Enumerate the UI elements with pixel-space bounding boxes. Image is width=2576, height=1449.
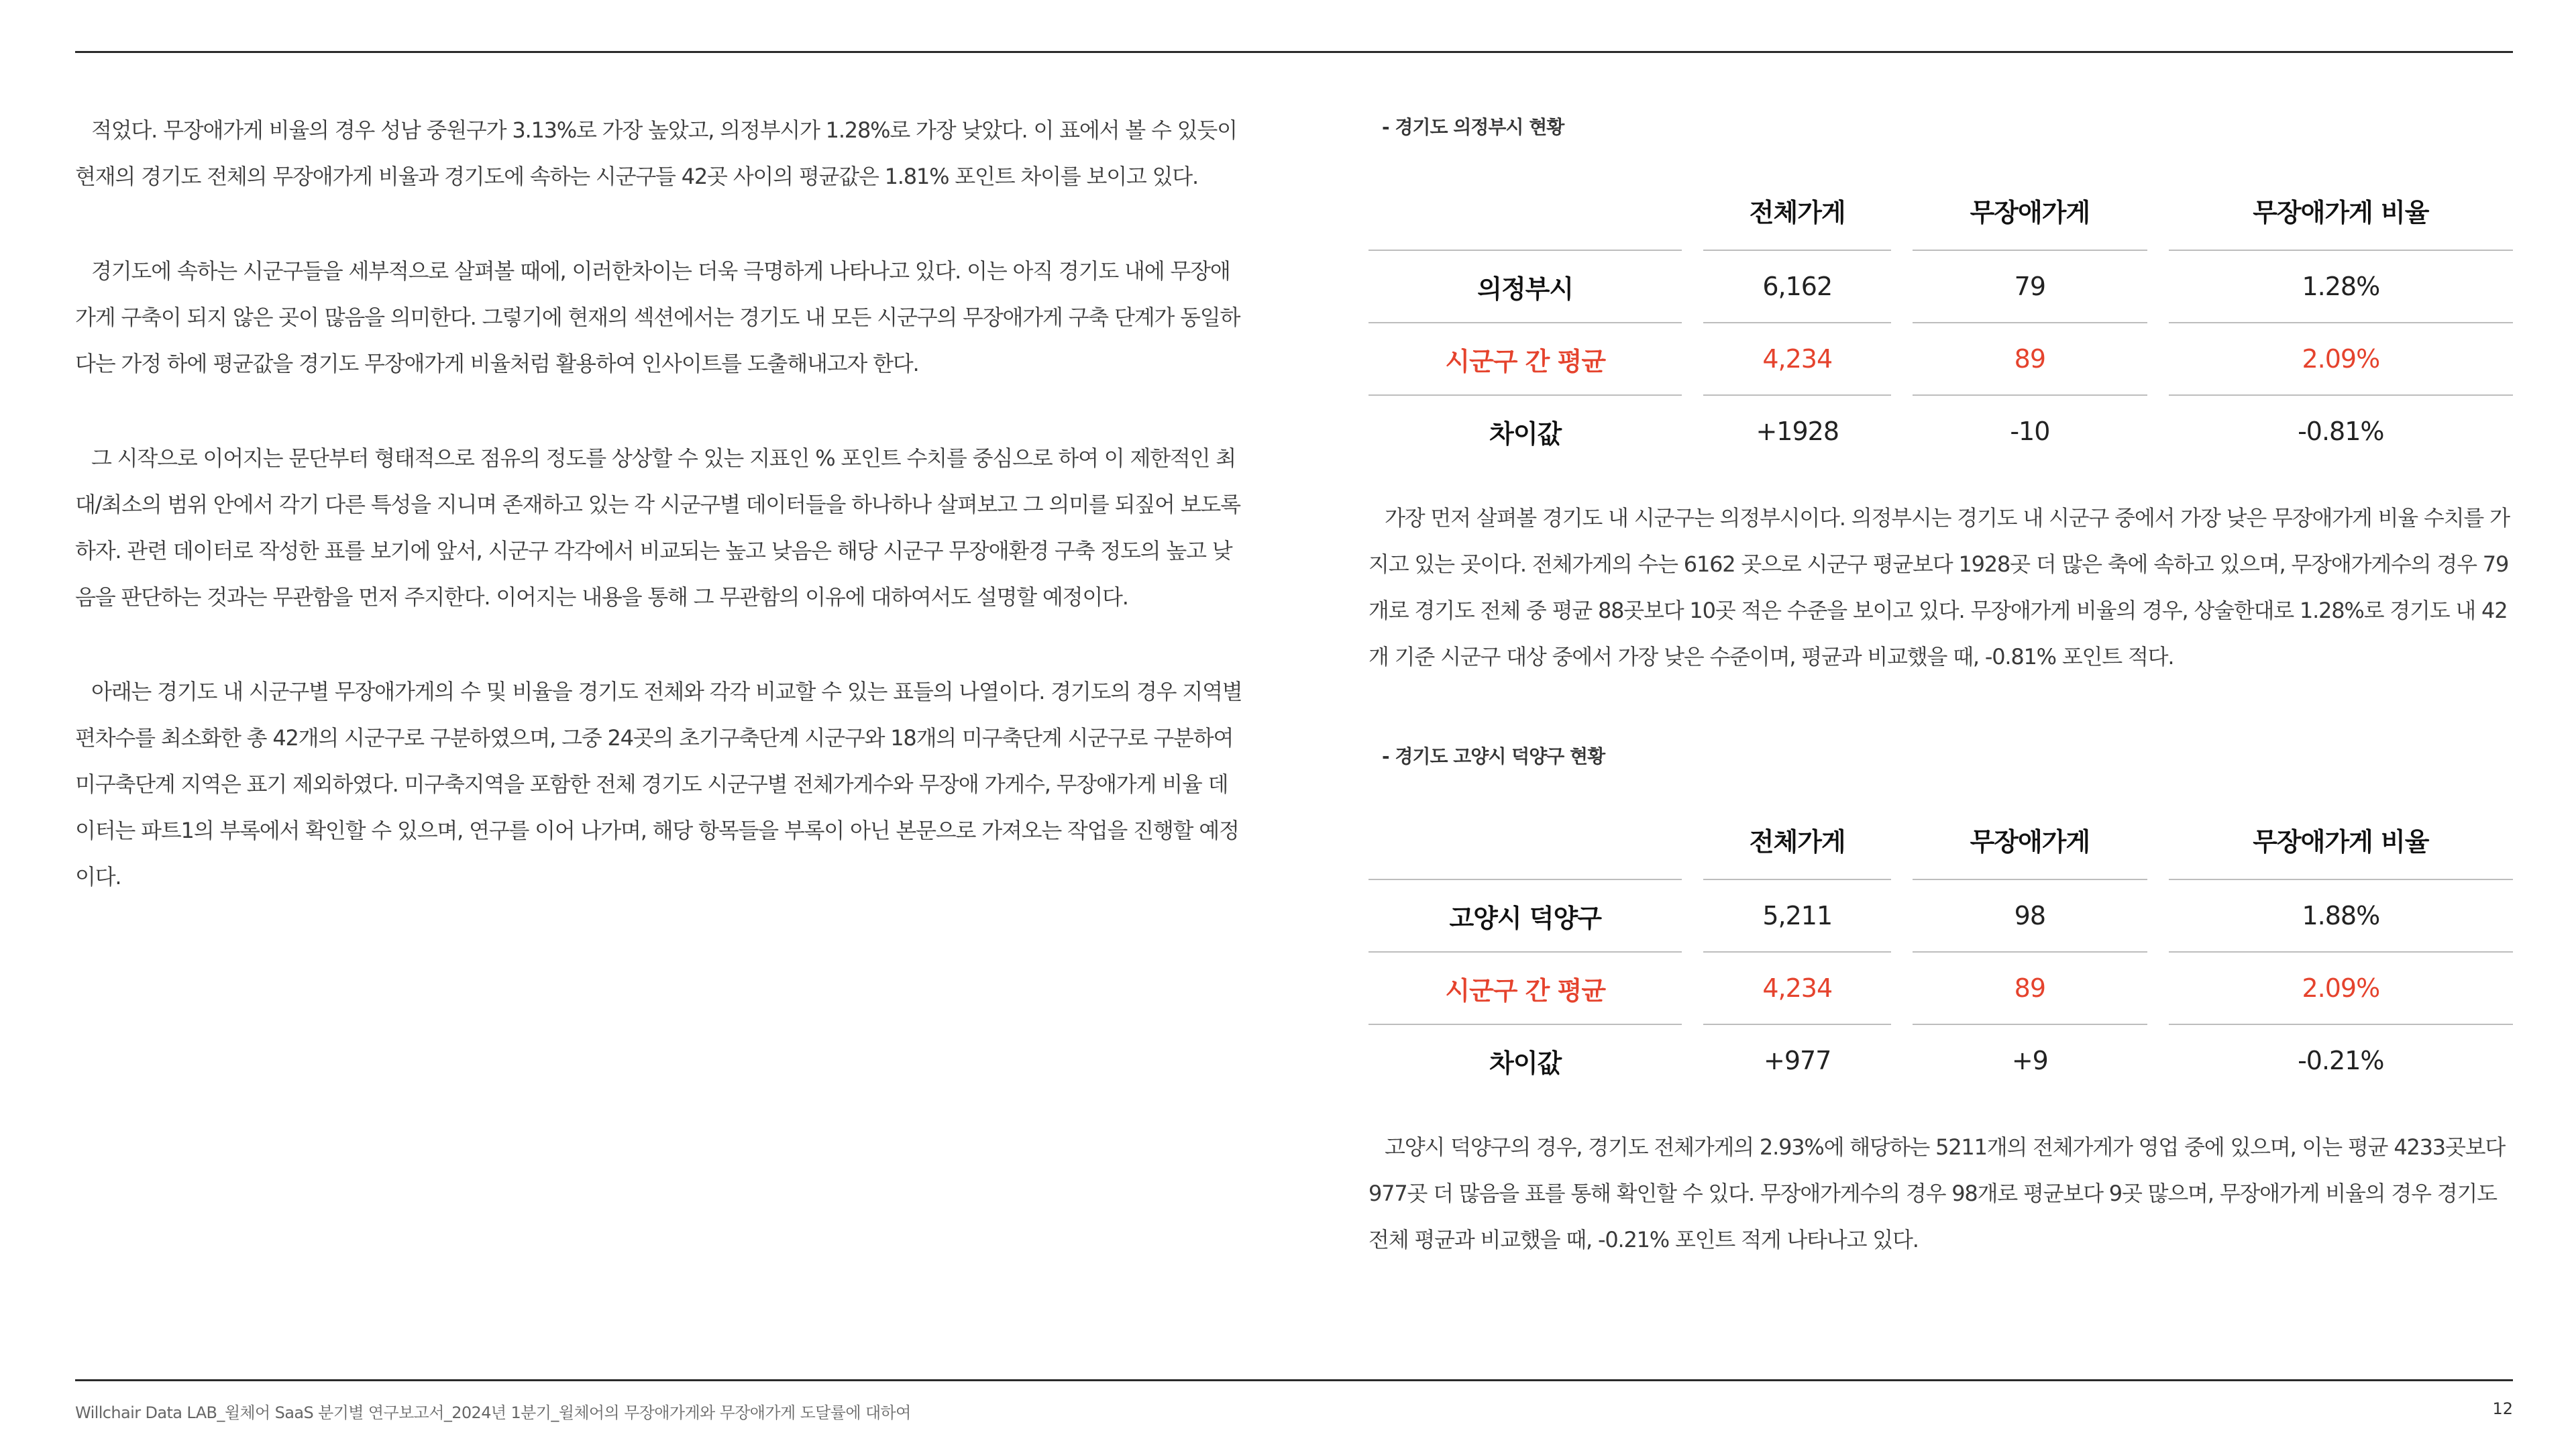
- cell-barrier-free: 98: [1913, 880, 2147, 953]
- right-column: [1368, 107, 2513, 1263]
- table-row: [1368, 251, 2513, 323]
- section-paragraph: 가장 먼저 살펴볼 경기도 내 시군구는 의정부시이다. 의정부시는 경기도 내 시군구 중에서 가장 낮은 무장애가게 비율 수치를 가지고 있는 곳이다. 전체가게의 수는 6162 곳으로 시군구 평균보다 1928곳 더 많은 축에 속하고 있으며, 무장애가게수의 경우 79개로 경기도 전체 중 평균 88곳보다 10곳 적은 수준을 보이고 있다. 무장애가게 비율의 경우, 상술한대로 1.28%로 경기도 내 42개 기준 시군구 대상 중에서 가장 낮은 수준이며, 평균과 비교했을 때, -0.81% 포인트 적다.: [1368, 505, 2510, 669]
- body-paragraph: 아래는 경기도 내 시군구별 무장애가게의 수 및 비율을 경기도 전체와 각각 비교할 수 있는 표들의 나열이다. 경기도의 경우 지역별 편차수를 최소화한 총 42개의 시군구로 구분하였으며, 그중 24곳의 초기구축단계 시군구와 18개의 미구축단계 시군구로 구분하여 미구축단계 지역은 표기 제외하였다. 미구축지역을 포함한 전체 경기도 시군구별 전체가게수와 무장애 가게수, 무장애가게 비율 데이터는 파트1의 부록에서 확인할 수 있으며, 연구를 이어 나가며, 해당 항목들을 부록이 아닌 본문으로 가져오는 작업을 진행할 예정이다.: [75, 679, 1242, 890]
- page-number: 12: [2492, 1399, 2513, 1418]
- row-label: 시군구 간 평균: [1368, 323, 1682, 396]
- cell-ratio: 2.09%: [2169, 953, 2513, 1025]
- column-header: 무장애가게: [1913, 170, 2147, 251]
- table-uijeongbu: [1347, 170, 2534, 467]
- cell-total: +1928: [1756, 417, 1839, 446]
- cell-total: 4,234: [1703, 323, 1891, 396]
- cell-total: 5,211: [1703, 880, 1891, 953]
- column-header: 무장애가게: [1913, 800, 2147, 880]
- cell-ratio: 2.09%: [2169, 323, 2513, 396]
- body-paragraph: 적었다. 무장애가게 비율의 경우 성남 중원구가 3.13%로 가장 높았고, 의정부시가 1.28%로 가장 낮았다. 이 표에서 볼 수 있듯이 현재의 경기도 전체의 무장애가게 비율과 경기도에 속하는 시군구들 42곳 사이의 평균값은 1.81% 포인트 차이를 보이고 있다.: [75, 117, 1237, 189]
- cell-barrier-free: 79: [1913, 251, 2147, 323]
- row-label: 시군구 간 평균: [1368, 953, 1682, 1025]
- column-header: [1368, 800, 1682, 880]
- row-label: 차이값: [1489, 419, 1562, 449]
- left-column: [75, 107, 1242, 949]
- cell-total: 6,162: [1703, 251, 1891, 323]
- cell-total: +977: [1764, 1046, 1831, 1075]
- cell-ratio: 1.88%: [2169, 880, 2513, 953]
- row-label: 고양시 덕양구: [1368, 880, 1682, 953]
- row-label: 차이값: [1489, 1048, 1562, 1078]
- body-paragraph: 경기도에 속하는 시군구들을 세부적으로 살펴볼 때에, 이러한차이는 더욱 극명하게 나타나고 있다. 이는 아직 경기도 내에 무장애가게 구축이 되지 않은 곳이 많음을 의미한다. 그렇기에 현재의 섹션에서는 경기도 내 모든 시군구의 무장애가게 구축 단계가 동일하다는 가정 하에 평균값을 경기도 무장애가게 비율처럼 활용하여 인사이트를 도출해내고자 한다.: [75, 258, 1240, 376]
- cell-barrier-free: 89: [1913, 323, 2147, 396]
- column-header: [1368, 170, 1682, 251]
- column-header: 무장애가게 비율: [2169, 170, 2513, 251]
- table-row-difference: [1368, 1025, 2513, 1096]
- column-header: 전체가게: [1703, 800, 1891, 880]
- column-header: 전체가게: [1703, 170, 1891, 251]
- table-row-average: [1368, 953, 2513, 1025]
- column-header: 무장애가게 비율: [2169, 800, 2513, 880]
- table-header-row: [1368, 800, 2513, 880]
- section-title-uijeongbu: - 경기도 의정부시 현황: [1382, 116, 1564, 138]
- cell-ratio: -0.21%: [2298, 1046, 2384, 1075]
- cell-barrier-free: -10: [2010, 417, 2050, 446]
- cell-ratio: -0.81%: [2298, 417, 2384, 446]
- bottom-rule: [75, 1379, 2513, 1381]
- table-row: [1368, 880, 2513, 953]
- row-label: 의정부시: [1368, 251, 1682, 323]
- body-paragraph: 그 시작으로 이어지는 문단부터 형태적으로 점유의 정도를 상상할 수 있는 지표인 % 포인트 수치를 중심으로 하여 이 제한적인 최대/최소의 범위 안에서 각기 다른 특성을 지니며 존재하고 있는 각 시군구별 데이터들을 하나하나 살펴보고 그 의미를 되짚어 보도록 하자. 관련 데이터로 작성한 표를 보기에 앞서, 시군구 각각에서 비교되는 높고 낮음은 해당 시군구 무장애환경 구축 정도의 높고 낮음을 판단하는 것과는 무관함을 먼저 주지한다. 이어지는 내용을 통해 그 무관함의 이유에 대하여서도 설명할 예정이다.: [75, 445, 1240, 610]
- table-row-average: [1368, 323, 2513, 396]
- top-rule: [75, 51, 2513, 53]
- section-title-deogyang: - 경기도 고양시 덕양구 현황: [1382, 745, 1605, 767]
- cell-ratio: 1.28%: [2169, 251, 2513, 323]
- table-header-row: [1368, 170, 2513, 251]
- cell-barrier-free: 89: [1913, 953, 2147, 1025]
- table-row-difference: [1368, 396, 2513, 467]
- cell-total: 4,234: [1703, 953, 1891, 1025]
- table-deogyang: [1347, 800, 2534, 1096]
- cell-barrier-free: +9: [2011, 1046, 2048, 1075]
- footer-text: Willchair Data LAB_윌체어 SaaS 분기별 연구보고서_2024년 1분기_윌체어의 무장애가게와 무장애가게 도달률에 대하여: [75, 1403, 911, 1422]
- section-paragraph: 고양시 덕양구의 경우, 경기도 전체가게의 2.93%에 해당하는 5211개의 전체가게가 영업 중에 있으며, 이는 평균 4233곳보다 977곳 더 많음을 표를 통해 확인할 수 있다. 무장애가게수의 경우 98개로 평균보다 9곳 많으며, 무장애가게 비율의 경우 경기도 전체 평균과 비교했을 때, -0.21% 포인트 적게 나타나고 있다.: [1368, 1134, 2506, 1252]
